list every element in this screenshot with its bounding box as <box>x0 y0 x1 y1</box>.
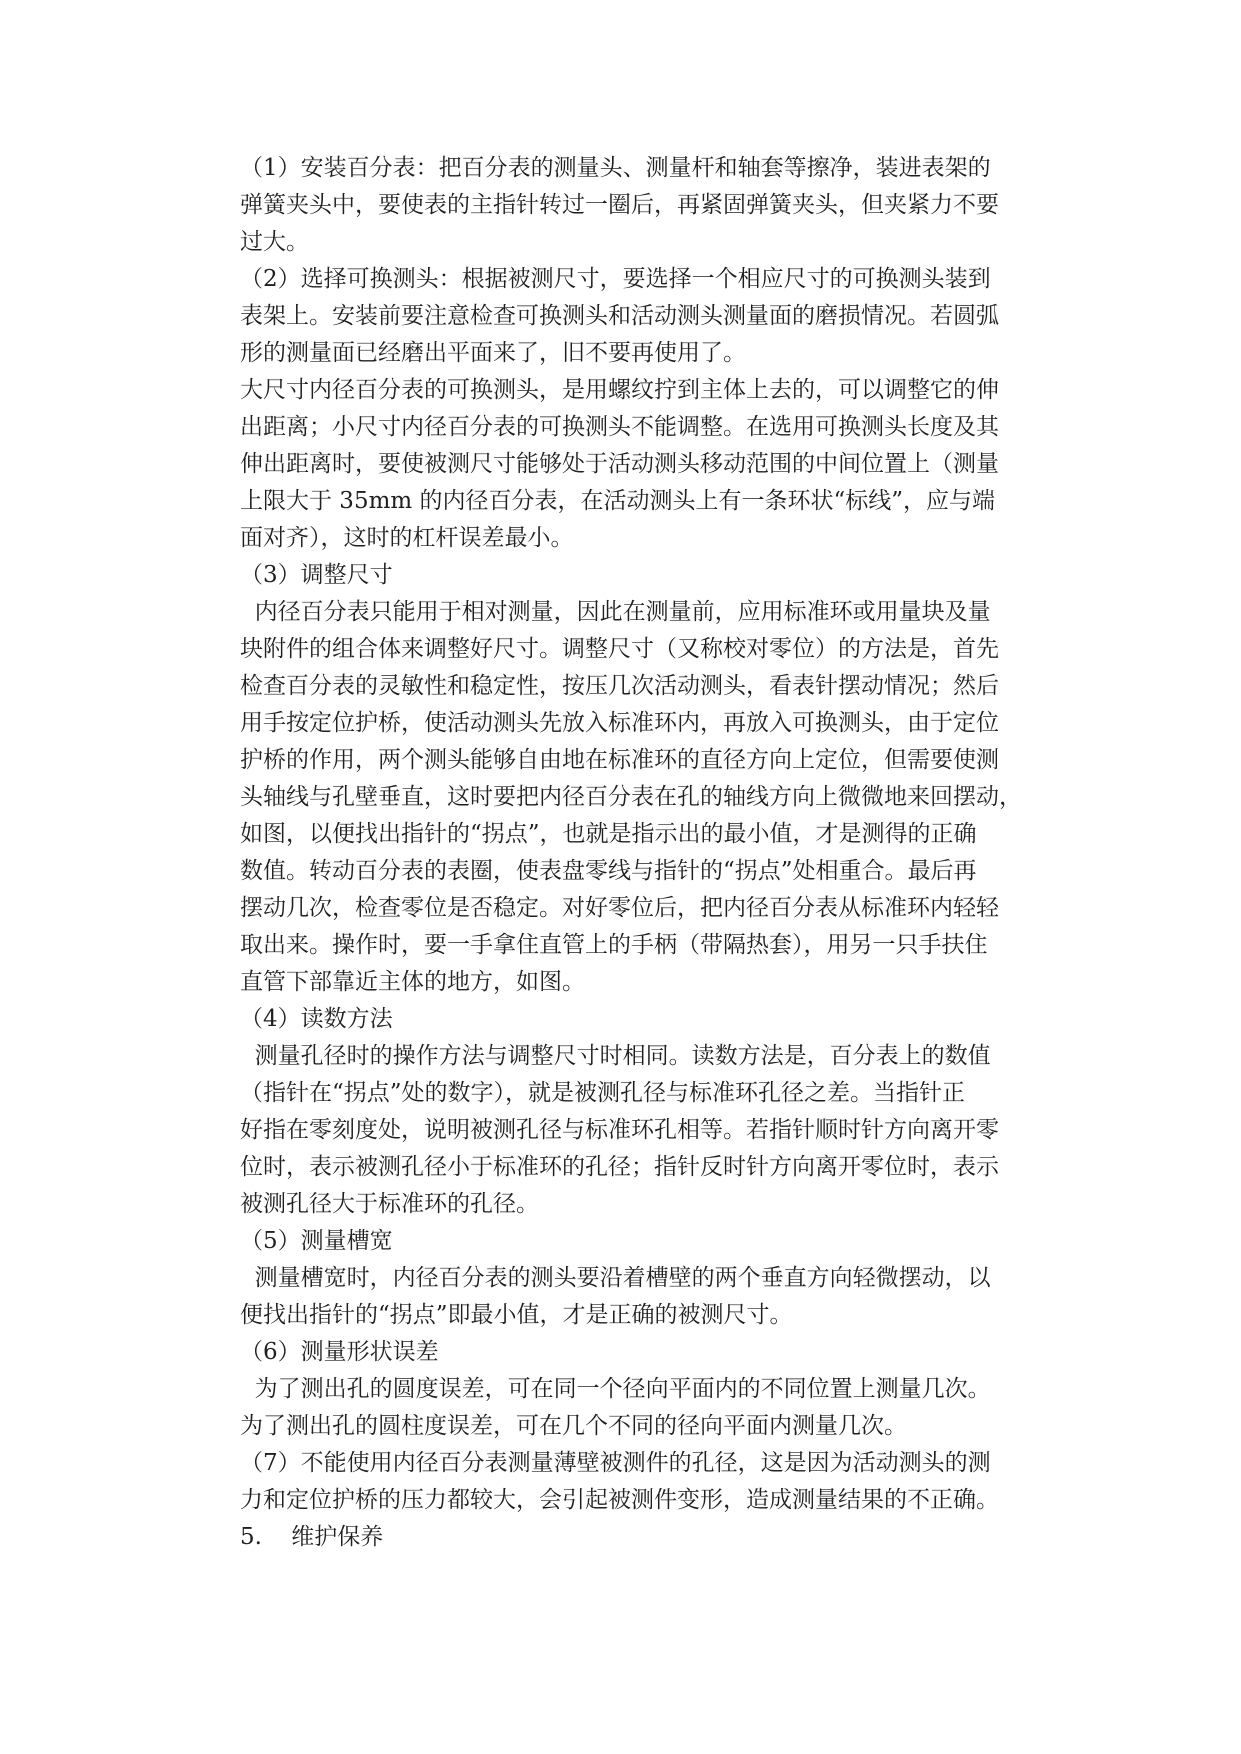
text-line: 内径百分表只能用于相对测量，因此在测量前，应用标准环或用量块及量 <box>240 599 991 625</box>
text-line: 便找出指针的“拐点”即最小值，才是正确的被测尺寸。 <box>240 1302 793 1328</box>
text-line: 表架上。安装前要注意检查可换测头和活动测头测量面的磨损情况。若圆弧 <box>240 303 999 329</box>
section-heading: （4）读数方法 <box>240 1006 393 1032</box>
paragraph-reading-method <box>240 1038 1106 1223</box>
paragraph-install-dial-gauge <box>240 150 1106 261</box>
paragraph-thin-wall-warning <box>240 1445 1106 1519</box>
section-heading-form-error <box>240 1334 1106 1371</box>
paragraph-probe-adjustment <box>240 372 1106 557</box>
text-line: （指针在“拐点”处的数字），就是被测孔径与标准环孔径之差。当指针正 <box>240 1080 966 1106</box>
section-heading-reading-method <box>240 1001 1106 1038</box>
text-line: 形的测量面已经磨出平面来了，旧不要再使用了。 <box>240 340 746 366</box>
text-line: 如图，以便找出指针的“拐点”，也就是指示出的最小值，才是测得的正确 <box>240 821 977 847</box>
section-heading: （6）测量形状误差 <box>240 1339 439 1365</box>
paragraph-select-probe <box>240 261 1106 372</box>
text-line: 检查百分表的灵敏性和稳定性，按压几次活动测头，看表针摆动情况；然后 <box>240 673 999 699</box>
text-line: 上限大于 35mm 的内径百分表，在活动测头上有一条环状“标线”，应与端 <box>240 488 996 514</box>
paragraph-adjust-size <box>240 594 1106 1001</box>
text-line: 为了测出孔的圆度误差，可在同一个径向平面内的不同位置上测量几次。 <box>240 1376 991 1402</box>
text-line: 测量槽宽时，内径百分表的测头要沿着槽壁的两个垂直方向轻微摆动，以 <box>240 1265 991 1291</box>
text-line: 测量孔径时的操作方法与调整尺寸时相同。读数方法是，百分表上的数值 <box>240 1043 991 1069</box>
text-line: 为了测出孔的圆柱度误差，可在几个不同的径向平面内测量几次。 <box>240 1413 907 1439</box>
section-heading-maintenance <box>240 1519 1106 1556</box>
text-line: （1）安装百分表：把百分表的测量头、测量杆和轴套等擦净，装进表架的 <box>240 155 991 181</box>
text-line: 好指在零刻度处，说明被测孔径与标准环孔相等。若指针顺时针方向离开零 <box>240 1117 999 1143</box>
text-line: 取出来。操作时，要一手拿住直管上的手柄（带隔热套），用另一只手扶住 <box>240 932 988 958</box>
text-line: 数值。转动百分表的表圈，使表盘零线与指针的“拐点”处相重合。最后再 <box>240 858 977 884</box>
document-body <box>240 150 1106 1556</box>
paragraph-slot-width <box>240 1260 1106 1334</box>
text-line: 头轴线与孔壁垂直，这时要把内径百分表在孔的轴线方向上微微地来回摆动， <box>240 784 1022 810</box>
text-line: 力和定位护桥的压力都较大，会引起被测件变形，造成测量结果的不正确。 <box>240 1487 999 1513</box>
section-heading-adjust-size <box>240 557 1106 594</box>
paragraph-form-error <box>240 1371 1106 1445</box>
text-line: 大尺寸内径百分表的可换测头，是用螺纹拧到主体上去的，可以调整它的伸 <box>240 377 999 403</box>
text-line: 过大。 <box>240 229 309 255</box>
text-line: 伸出距离时，要使被测尺寸能够处于活动测头移动范围的中间位置上（测量 <box>240 451 999 477</box>
text-line: 面对齐），这时的杠杆误差最小。 <box>240 525 574 551</box>
section-heading-slot-width <box>240 1223 1106 1260</box>
text-line: （7）不能使用内径百分表测量薄壁被测件的孔径，这是因为活动测头的测 <box>240 1450 991 1476</box>
text-line: （2）选择可换测头：根据被测尺寸，要选择一个相应尺寸的可换测头装到 <box>240 266 991 292</box>
text-line: 弹簧夹头中，要使表的主指针转过一圈后，再紧固弹簧夹头，但夹紧力不要 <box>240 192 999 218</box>
section-heading: （5）测量槽宽 <box>240 1228 393 1254</box>
text-line: 位时，表示被测孔径小于标准环的孔径；指针反时针方向离开零位时，表示 <box>240 1154 999 1180</box>
section-heading: （3）调整尺寸 <box>240 562 393 588</box>
text-line: 摆动几次，检查零位是否稳定。对好零位后，把内径百分表从标准环内轻轻 <box>240 895 999 921</box>
text-line: 出距离；小尺寸内径百分表的可换测头不能调整。在选用可换测头长度及其 <box>240 414 999 440</box>
text-line: 被测孔径大于标准环的孔径。 <box>240 1191 539 1217</box>
text-line: 块附件的组合体来调整好尺寸。调整尺寸（又称校对零位）的方法是，首先 <box>240 636 999 662</box>
text-line: 用手按定位护桥，使活动测头先放入标准环内，再放入可换测头，由于定位 <box>240 710 999 736</box>
section-heading: 5. 维护保养 <box>240 1524 384 1550</box>
text-line: 直管下部靠近主体的地方，如图。 <box>240 969 585 995</box>
text-line: 护桥的作用，两个测头能够自由地在标准环的直径方向上定位，但需要使测 <box>240 747 999 773</box>
